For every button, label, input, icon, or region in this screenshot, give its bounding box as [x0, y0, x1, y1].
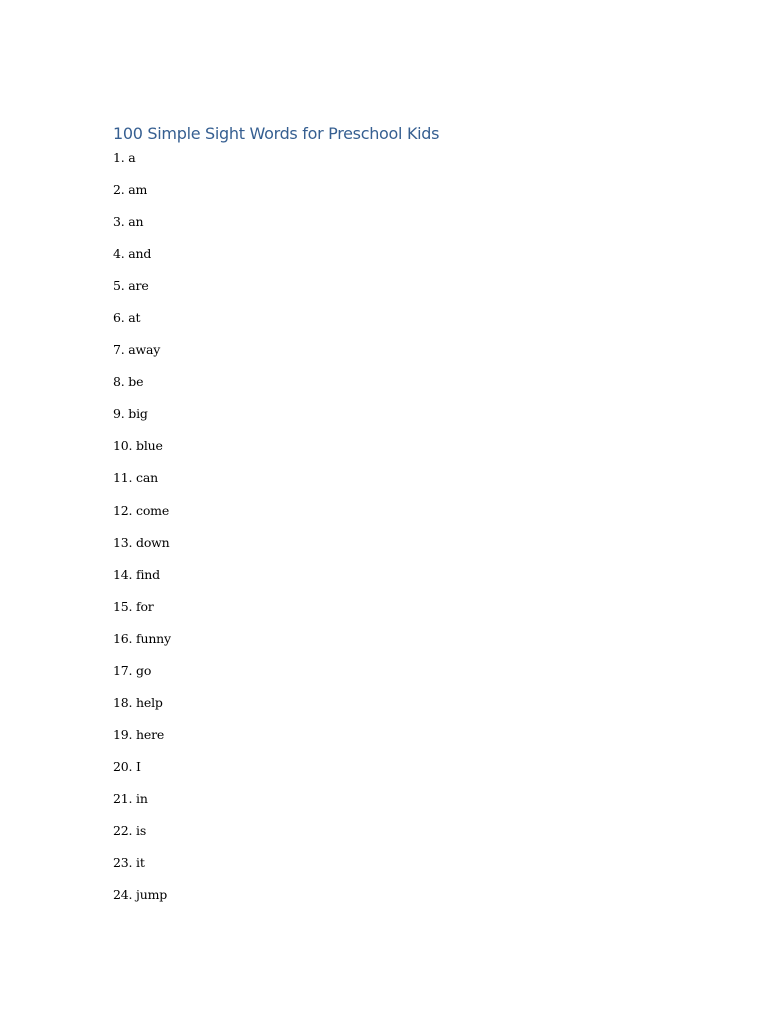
- list-item: 20. I: [113, 758, 141, 774]
- list-item: 9. big: [113, 406, 148, 422]
- list-item: 24. jump: [113, 887, 168, 903]
- list-item: 4. and: [113, 246, 152, 262]
- list-item: 17. go: [113, 662, 152, 678]
- list-item: 1. a: [113, 150, 136, 165]
- document-title: 100 Simple Sight Words for Preschool Kids: [113, 124, 440, 143]
- list-item: 11. can: [113, 470, 158, 486]
- sight-word-list: [113, 150, 171, 919]
- list-item: 12. come: [113, 502, 170, 518]
- list-item: 5. are: [113, 278, 149, 294]
- list-item: 7. away: [113, 342, 161, 358]
- list-item: 21. in: [113, 790, 148, 806]
- list-item: 13. down: [113, 534, 170, 550]
- list-item: 15. for: [113, 598, 154, 614]
- list-item: 19. here: [113, 726, 165, 742]
- list-item: 8. be: [113, 374, 144, 390]
- list-item: 22. is: [113, 822, 147, 838]
- list-item: 14. find: [113, 566, 160, 582]
- list-item: 10. blue: [113, 438, 163, 454]
- list-item: 16. funny: [113, 630, 171, 646]
- list-item: 18. help: [113, 694, 163, 710]
- list-item: 2. am: [113, 182, 148, 198]
- list-item: 23. it: [113, 855, 145, 871]
- list-item: 3. an: [113, 214, 144, 230]
- list-item: 6. at: [113, 310, 141, 326]
